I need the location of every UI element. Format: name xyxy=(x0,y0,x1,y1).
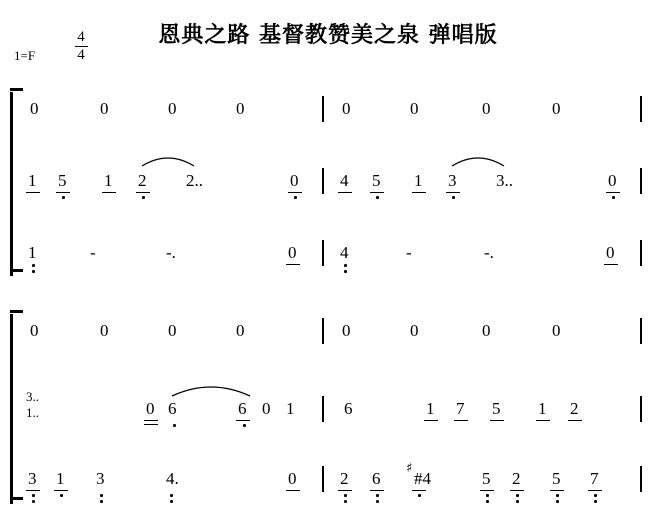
note: 1 xyxy=(28,171,37,190)
beam-underline xyxy=(480,490,494,491)
note: 0 xyxy=(236,321,245,340)
octave-dot-low xyxy=(594,494,597,497)
note: 0 xyxy=(552,99,561,118)
slur xyxy=(140,152,196,168)
octave-dot-low xyxy=(142,196,145,199)
beam-underline xyxy=(54,490,68,491)
beam-underline xyxy=(370,192,384,193)
beam-underline xyxy=(550,490,564,491)
barline xyxy=(640,318,642,344)
note: 0 xyxy=(30,321,39,340)
beam-underline xyxy=(144,424,158,425)
beam-underline xyxy=(412,192,426,193)
octave-dot-low xyxy=(32,264,35,267)
octave-dot-low xyxy=(418,494,421,497)
note: 3 xyxy=(96,469,105,488)
note: 0 xyxy=(168,99,177,118)
note: 0 xyxy=(482,99,491,118)
octave-dot-low xyxy=(344,270,347,273)
octave-dot-low xyxy=(32,500,35,503)
beam-underline xyxy=(56,192,70,193)
note: 0 xyxy=(342,99,351,118)
octave-dot-low xyxy=(173,424,176,427)
octave-dot-low xyxy=(32,494,35,497)
note: 0 xyxy=(342,321,351,340)
octave-dot-low xyxy=(516,500,519,503)
octave-dot-low xyxy=(62,196,65,199)
note: 5 xyxy=(492,399,501,418)
note: 0 xyxy=(100,99,109,118)
beam-underline xyxy=(604,264,618,265)
octave-dot-low xyxy=(294,196,297,199)
note: 4 xyxy=(340,243,349,262)
barline xyxy=(322,318,324,344)
time-signature-numerator: 4 xyxy=(77,29,85,45)
page-title: 恩典之路 基督教赞美之泉 弹唱版 xyxy=(158,23,498,48)
octave-dot-low xyxy=(243,424,246,427)
note: 1 xyxy=(56,469,65,488)
octave-dot-low xyxy=(376,196,379,199)
beam-underline xyxy=(286,264,300,265)
octave-dot-low xyxy=(486,494,489,497)
octave-dot-low xyxy=(32,270,35,273)
note: 2 xyxy=(340,469,349,488)
note: -. xyxy=(484,243,494,262)
beam-underline xyxy=(510,490,524,491)
note: 2.. xyxy=(186,171,203,190)
note: 0 xyxy=(552,321,561,340)
note: 0 xyxy=(146,399,155,418)
beam-underline xyxy=(136,192,150,193)
beam-underline xyxy=(26,490,40,491)
note: 1 xyxy=(286,399,295,418)
barline xyxy=(322,466,324,492)
beam-underline xyxy=(412,490,426,491)
note: 3 xyxy=(28,469,37,488)
octave-dot-low xyxy=(556,494,559,497)
note: 6 xyxy=(344,399,353,418)
note: 0 xyxy=(290,171,299,190)
chord-tone: 1.. xyxy=(26,405,39,420)
sharp-accidental: ♯ xyxy=(406,461,413,476)
octave-dot-low xyxy=(344,264,347,267)
slur xyxy=(450,152,506,168)
time-signature-denominator: 4 xyxy=(77,47,85,63)
note: 5 xyxy=(482,469,491,488)
key-signature: 1=F xyxy=(14,48,36,63)
beam-underline xyxy=(536,420,550,421)
octave-dot-low xyxy=(486,500,489,503)
barline xyxy=(322,240,324,266)
octave-dot-low xyxy=(376,500,379,503)
note: 3.. xyxy=(496,171,513,190)
note: 0 xyxy=(288,243,297,262)
note: 1 xyxy=(414,171,423,190)
beam-underline xyxy=(568,420,582,421)
note: 6 xyxy=(238,399,247,418)
note: 0 xyxy=(262,399,271,418)
octave-dot-low xyxy=(452,196,455,199)
note: 6 xyxy=(168,399,177,418)
octave-dot-low xyxy=(344,500,347,503)
beam-underline xyxy=(424,420,438,421)
barline xyxy=(640,396,642,422)
barline xyxy=(322,396,324,422)
note: 4 xyxy=(340,171,349,190)
beam-underline xyxy=(606,192,620,193)
note: 5 xyxy=(58,171,67,190)
beam-underline xyxy=(490,420,504,421)
note: 2 xyxy=(570,399,579,418)
barline xyxy=(640,168,642,194)
note: 6 xyxy=(372,469,381,488)
note: 1 xyxy=(104,171,113,190)
system-2-brace xyxy=(4,310,26,506)
note: - xyxy=(406,243,412,262)
note: 7 xyxy=(456,399,465,418)
beam-underline xyxy=(446,192,460,193)
chord-tone: 3.. xyxy=(26,389,39,404)
time-signature xyxy=(70,30,92,63)
octave-dot-low xyxy=(612,196,615,199)
octave-dot-low xyxy=(100,494,103,497)
octave-dot-low xyxy=(60,494,63,497)
beam-underline xyxy=(144,420,158,421)
note: 7 xyxy=(590,469,599,488)
note: #4 xyxy=(414,469,431,488)
beam-underline xyxy=(588,490,602,491)
note: 1 xyxy=(426,399,435,418)
note: 0 xyxy=(168,321,177,340)
beam-underline xyxy=(454,420,468,421)
beam-underline xyxy=(286,490,300,491)
note: 0 xyxy=(606,243,615,262)
system-1-brace xyxy=(4,88,26,278)
octave-dot-low xyxy=(170,500,173,503)
octave-dot-low xyxy=(344,494,347,497)
beam-underline xyxy=(338,490,352,491)
octave-dot-low xyxy=(516,494,519,497)
octave-dot-low xyxy=(376,494,379,497)
octave-dot-low xyxy=(556,500,559,503)
note: 5 xyxy=(372,171,381,190)
note: 2 xyxy=(512,469,521,488)
note: 0 xyxy=(410,99,419,118)
beam-underline xyxy=(288,192,302,193)
beam-underline xyxy=(338,192,352,193)
note: 0 xyxy=(288,469,297,488)
note: 0 xyxy=(236,99,245,118)
beam-underline xyxy=(102,192,116,193)
octave-dot-low xyxy=(100,500,103,503)
note: 1 xyxy=(28,243,37,262)
barline xyxy=(640,466,642,492)
note: 5 xyxy=(552,469,561,488)
note: 2 xyxy=(138,171,147,190)
note: 4. xyxy=(166,469,179,488)
note: 0 xyxy=(410,321,419,340)
slur xyxy=(170,380,252,398)
octave-dot-low xyxy=(170,494,173,497)
note: 3 xyxy=(448,171,457,190)
note: -. xyxy=(166,243,176,262)
octave-dot-low xyxy=(594,500,597,503)
note: 0 xyxy=(608,171,617,190)
note: 0 xyxy=(100,321,109,340)
note: 0 xyxy=(30,99,39,118)
note: 1 xyxy=(538,399,547,418)
beam-underline xyxy=(236,420,250,421)
barline xyxy=(640,96,642,122)
note: 0 xyxy=(482,321,491,340)
beam-underline xyxy=(370,490,384,491)
note: - xyxy=(90,243,96,262)
barline xyxy=(322,96,324,122)
barline xyxy=(322,168,324,194)
beam-underline xyxy=(26,192,40,193)
barline xyxy=(640,240,642,266)
